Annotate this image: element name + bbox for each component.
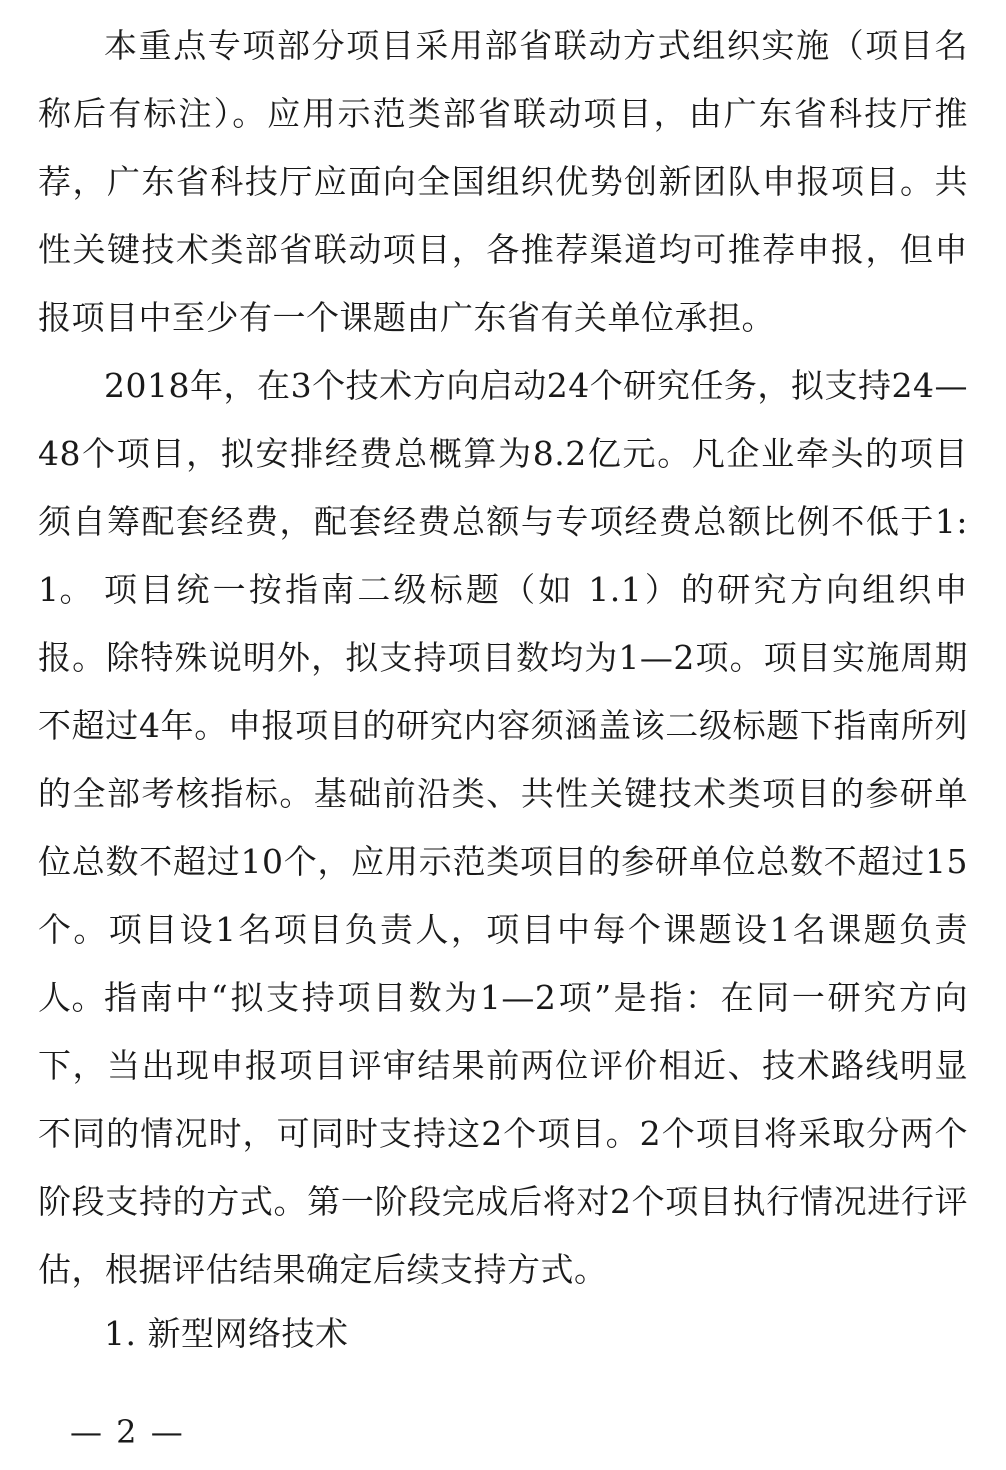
paragraph-application-rules: 项目统一按指南二级标题（如 1.1）的研究方向组织申报。除特殊说明外，拟支持项目数均为1—2项。项目实施周期不超过4年。申报项目的研究内容须涵盖该二级标题下指南所列的全部考核指标。基础前沿类、共性关键技术类项目的参研单位总数不超过10个，应用示范类项目的参研单位总数不超过15个。项目设1名项目负责人，项目中每个课题设1名课题负责人。 bbox=[38, 570, 968, 1017]
page-number: — 2 — bbox=[70, 1413, 185, 1451]
section-heading: 1. 新型网络技术 bbox=[104, 1314, 349, 1353]
paragraph-support-explanation: 指南中“拟支持项目数为1—2项”是指：在同一研究方向下，当出现申报项目评审结果前两位评价相近、技术路线明显不同的情况时，可同时支持这2个项目。2个项目将采取分两个阶段支持的方式。第一阶段完成后将对2个项目执行情况进行评估，根据评估结果确定后续支持方式。 bbox=[38, 978, 968, 1289]
paragraph-joint-implementation: 本重点专项部分项目采用部省联动方式组织实施（项目名称后有标注）。应用示范类部省联动项目，由广东省科技厅推荐，广东省科技厅应面向全国组织优势创新团队申报项目。共性关键技术类部省联动项目，各推荐渠道均可推荐申报，但申报项目中至少有一个课题由广东省有关单位承担。 bbox=[38, 26, 968, 337]
paragraph-funding-2018: 2018年，在3个技术方向启动24个研究任务，拟支持24—48个项目，拟安排经费总概算为8.2亿元。凡企业牵头的项目须自筹配套经费，配套经费总额与专项经费总额比例不低于1:1。 bbox=[38, 366, 968, 609]
